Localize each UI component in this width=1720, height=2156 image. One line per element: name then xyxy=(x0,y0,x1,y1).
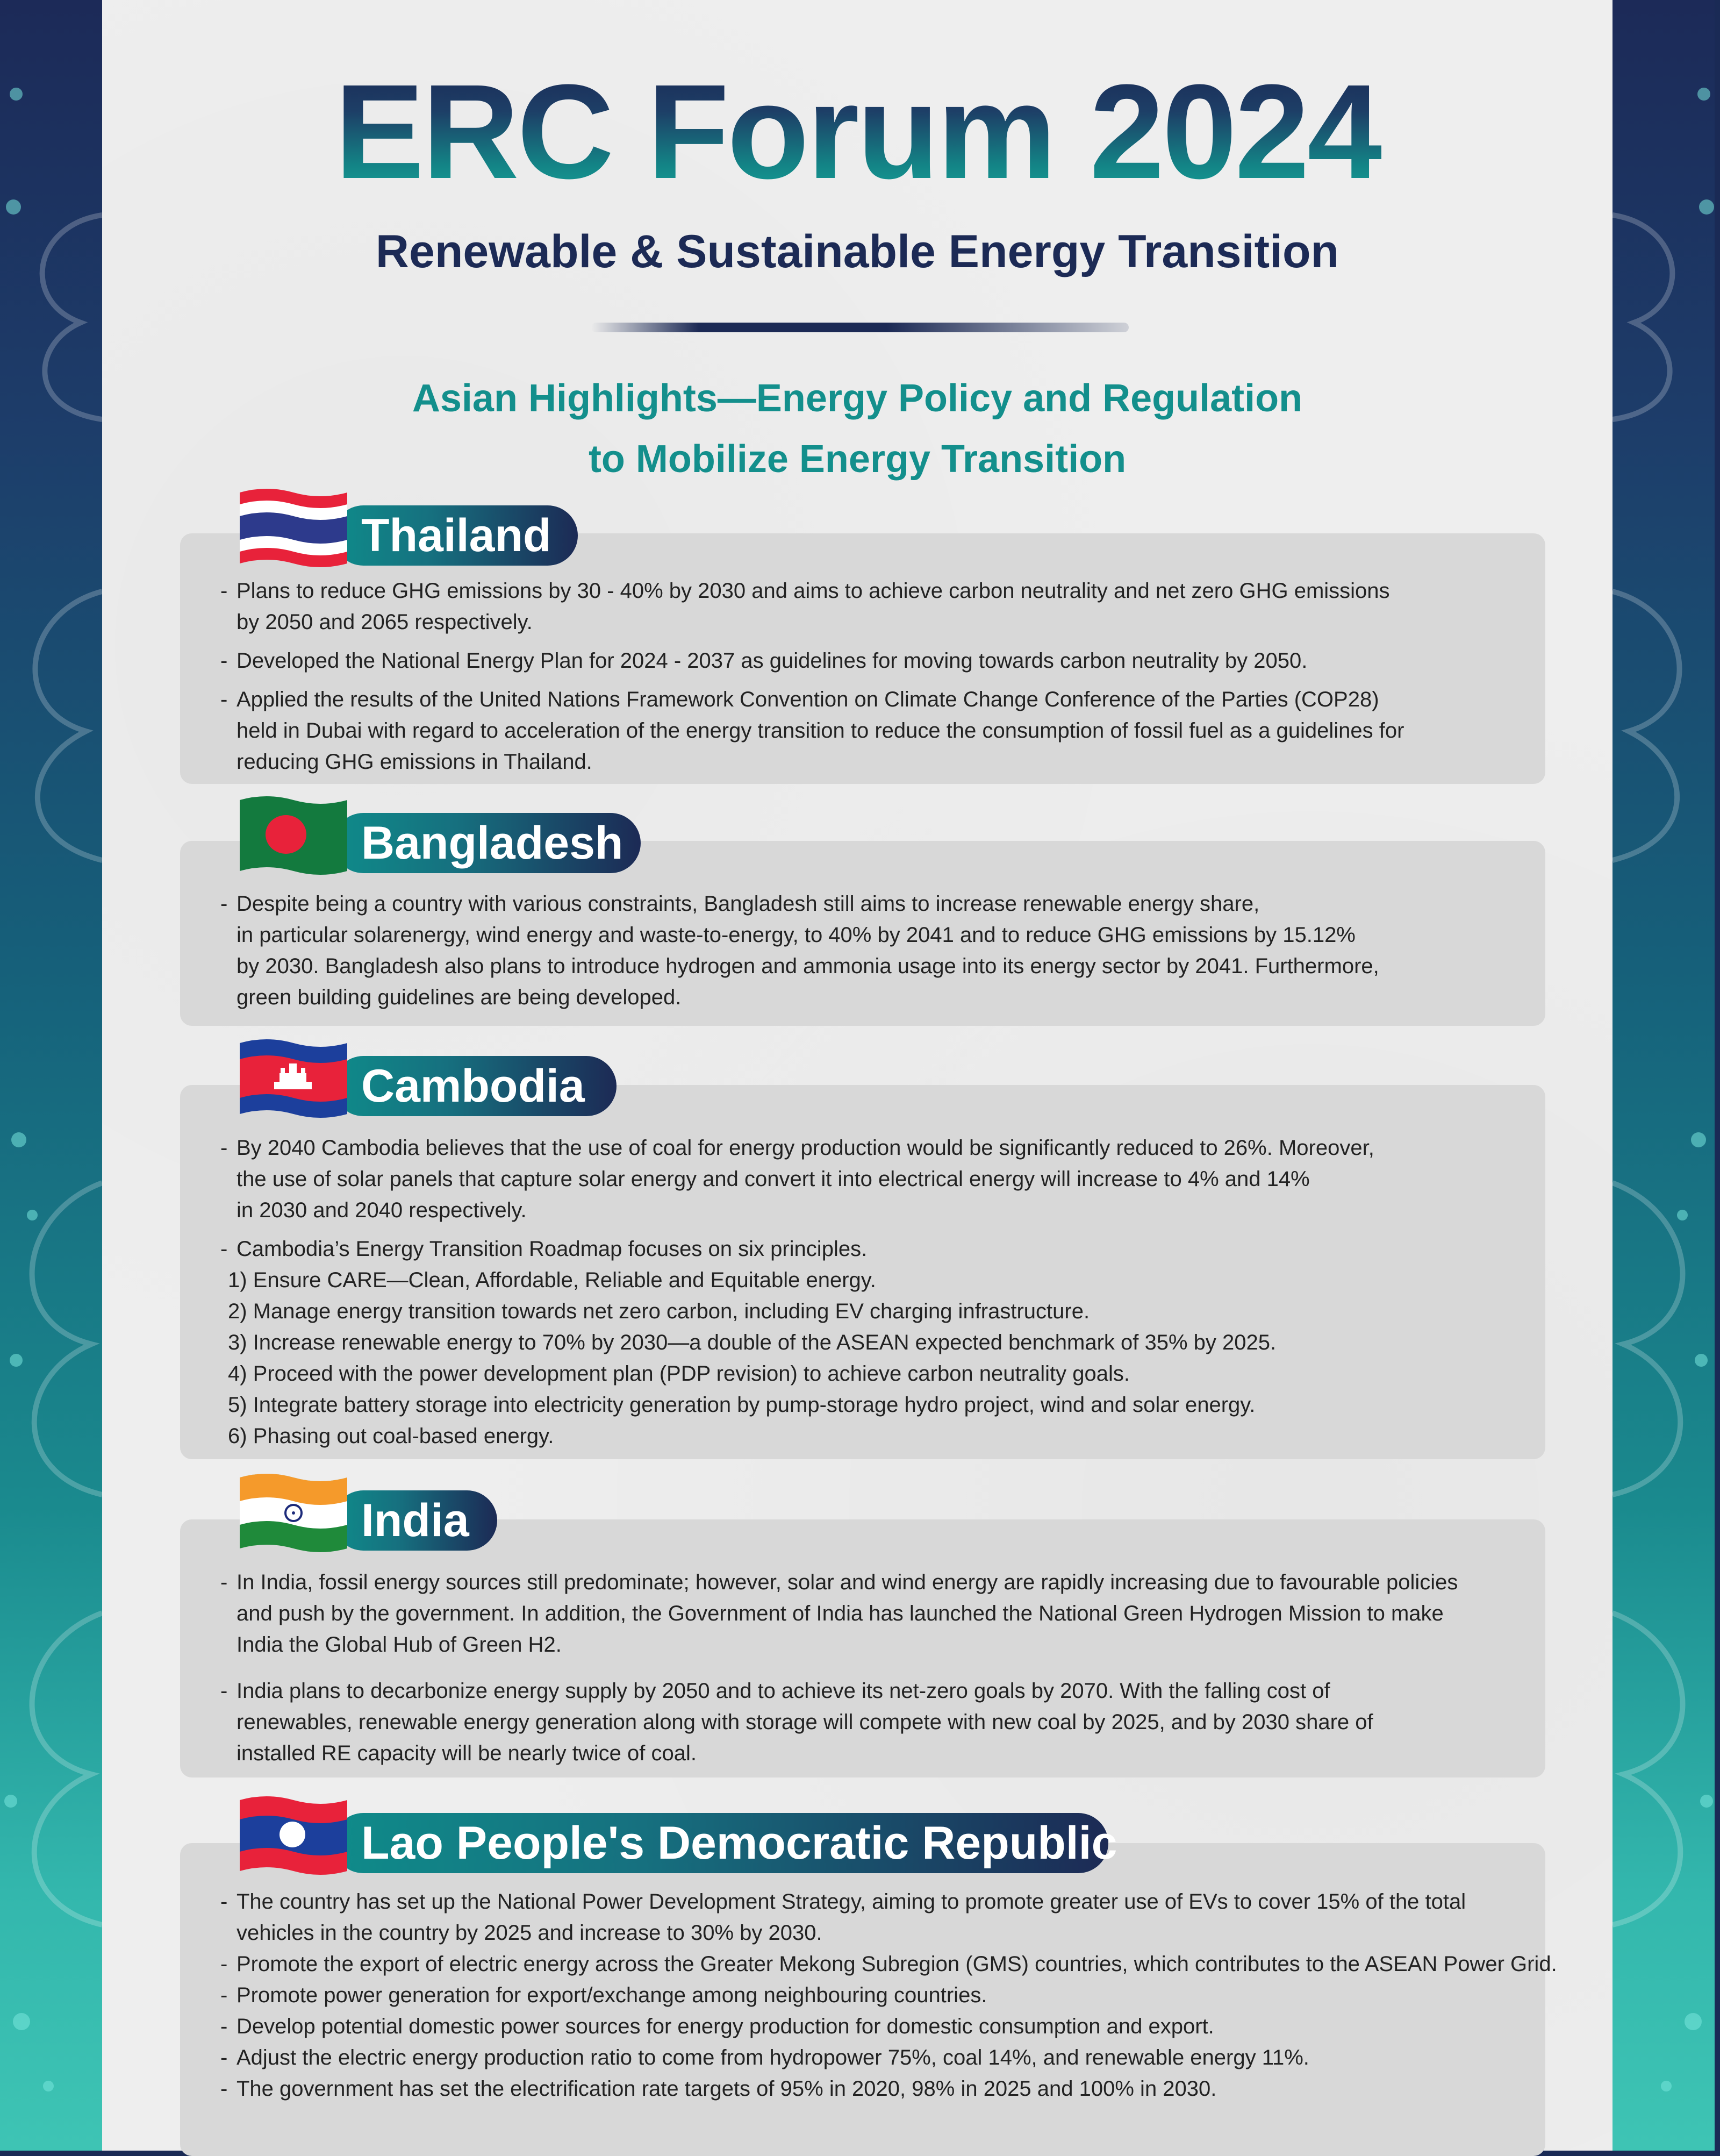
india-bullets xyxy=(220,1567,1458,1769)
bangladesh-flag-icon xyxy=(236,793,350,879)
list-item: 2) Manage energy transition towards net zero carbon, including EV charging infrastructure. xyxy=(228,1300,1090,1323)
list-item: - The country has set up the National Power Development Strategy, aiming to promote greater use of EVs to cover 15% of the total vehicles in the country by 2025 and increase to 30% by 2030. xyxy=(220,1886,1557,1948)
thailand-flag-icon xyxy=(236,485,350,571)
laos-flag-icon xyxy=(236,1793,350,1879)
page-title: ERC Forum 2024 xyxy=(102,65,1612,199)
laos-bullets xyxy=(220,1886,1557,2104)
list-item: - Plans to reduce GHG emissions by 30 - 40% by 2030 and aims to achieve carbon neutrality and net zero GHG emissions by 2050 and 2065 respectively. xyxy=(220,575,1404,638)
bangladesh-bullets xyxy=(220,888,1379,1013)
wave-pattern-icon xyxy=(0,0,102,2151)
list-item: - The government has set the electrification rate targets of 95% in 2020, 98% in 2025 and 100% in 2030. xyxy=(220,2073,1557,2104)
list-item: 5) Integrate battery storage into electricity generation by pump-storage hydro project, wind and solar energy. xyxy=(228,1393,1256,1417)
laos-heading: Lao People's Democratic Republic xyxy=(333,1813,1108,1873)
thailand-heading: Thailand xyxy=(333,505,578,566)
list-item: - Despite being a country with various constraints, Bangladesh still aims to increase renewable energy share, in particular solarenergy, wind energy and waste-to-energy, to 40% by 2041 and to reduce GHG emissions by 15.12% by 2030. Bangladesh also plans to introduce hydrogen and ammonia usage into its energy sector by 2041. Furthermore, green building guidelines are being developed. xyxy=(220,888,1379,1013)
list-item: - Cambodia’s Energy Transition Roadmap focuses on six principles. xyxy=(220,1233,1374,1265)
title-divider xyxy=(591,323,1129,332)
list-item: - Develop potential domestic power sources for energy production for domestic consumption and export. xyxy=(220,2011,1557,2042)
list-item: - Adjust the electric energy production ratio to come from hydropower 75%, coal 14%, and renewable energy 11%. xyxy=(220,2042,1557,2073)
list-item: - Developed the National Energy Plan for 2024 - 2037 as guidelines for moving towards carbon neutrality by 2050. xyxy=(220,645,1404,676)
section-title-line-2: to Mobilize Energy Transition xyxy=(588,438,1127,481)
section-title-line-1: Asian Highlights—Energy Policy and Regulation xyxy=(412,377,1303,420)
cambodia-bullets xyxy=(220,1132,1374,1452)
list-item: - Promote power generation for export/exchange among neighbouring countries. xyxy=(220,1980,1557,2011)
list-item: - India plans to decarbonize energy supply by 2050 and to achieve its net-zero goals by 2070. With the falling cost of renewables, renewable energy generation along with storage will compete with new coal by 2025, and by 2030 share of installed RE capacity will be nearly twice of coal. xyxy=(220,1675,1458,1769)
list-item: 6) Phasing out coal-based energy. xyxy=(228,1424,554,1448)
list-item: - By 2040 Cambodia believes that the use of coal for energy production would be significantly reduced to 26%. Moreover, the use of solar panels that capture solar energy and convert it into electrical energy will increase to 4% and 14% in 2030 and 2040 respectively. xyxy=(220,1132,1374,1226)
list-item: - In India, fossil energy sources still predominate; however, solar and wind energy are rapidly increasing due to favourable policies and push by the government. In addition, the Government of India has launched the National Green Hydrogen Mission to make India the Global Hub of Green H2. xyxy=(220,1567,1458,1660)
list-item: 4) Proceed with the power development plan (PDP revision) to achieve carbon neutrality goals. xyxy=(228,1362,1130,1386)
bangladesh-heading: Bangladesh xyxy=(333,813,641,873)
list-item: 3) Increase renewable energy to 70% by 2030—a double of the ASEAN expected benchmark of 35% by 2025. xyxy=(228,1331,1277,1354)
right-decorative-band xyxy=(1612,0,1715,2151)
india-heading: India xyxy=(333,1490,497,1551)
list-item: - Applied the results of the United Nations Framework Convention on Climate Change Conference of the Parties (COP28) held in Dubai with regard to acceleration of the energy transition to reduce the consumption of fossil fuel as a guidelines for reducing GHG emissions in Thailand. xyxy=(220,684,1404,777)
list-item: 1) Ensure CARE—Clean, Affordable, Reliable and Equitable energy. xyxy=(228,1268,876,1292)
list-item: - Promote the export of electric energy across the Greater Mekong Subregion (GMS) countries, which contributes to the ASEAN Power Grid. xyxy=(220,1948,1557,1980)
cambodia-heading: Cambodia xyxy=(333,1056,617,1116)
page-subtitle: Renewable & Sustainable Energy Transition xyxy=(375,226,1339,277)
wave-pattern-icon xyxy=(1612,0,1715,2151)
left-decorative-band xyxy=(0,0,102,2151)
cambodia-flag-icon xyxy=(236,1036,350,1122)
india-flag-icon xyxy=(236,1470,350,1556)
thailand-bullets xyxy=(220,575,1404,777)
